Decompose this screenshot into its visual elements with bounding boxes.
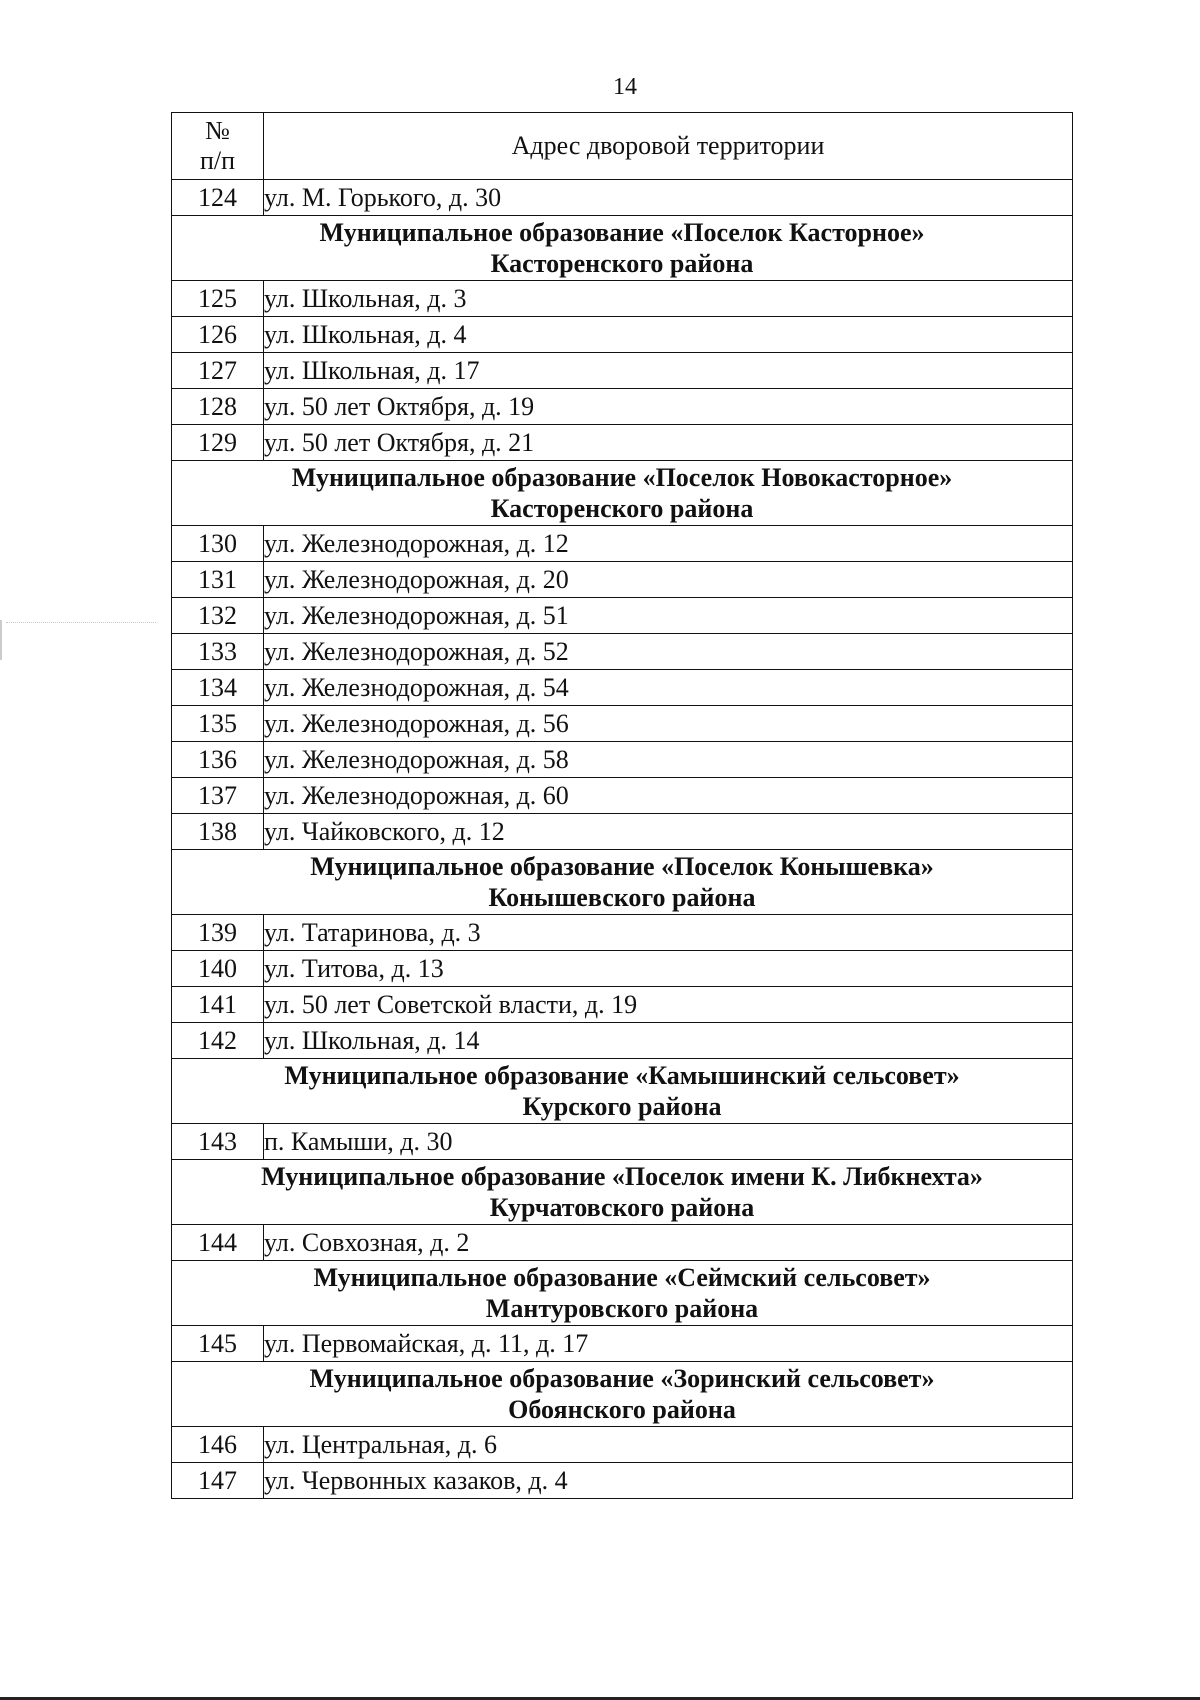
row-address: ул. Совхозная, д. 2 xyxy=(264,1225,1073,1261)
table-row xyxy=(172,526,1073,562)
row-address: ул. Червонных казаков, д. 4 xyxy=(264,1463,1073,1499)
row-address: ул. Железнодорожная, д. 12 xyxy=(264,526,1073,562)
row-address: ул. Железнодорожная, д. 20 xyxy=(264,562,1073,598)
row-address: ул. Татаринова, д. 3 xyxy=(264,915,1073,951)
section-header-row xyxy=(172,1160,1073,1225)
municipality-heading xyxy=(172,850,1073,915)
section-header-row xyxy=(172,461,1073,526)
table-row xyxy=(172,987,1073,1023)
row-number: 143 xyxy=(172,1124,264,1160)
row-address: ул. Железнодорожная, д. 56 xyxy=(264,706,1073,742)
row-address: ул. Железнодорожная, д. 60 xyxy=(264,778,1073,814)
row-number: 127 xyxy=(172,353,264,389)
row-number: 131 xyxy=(172,562,264,598)
page-number: 14 xyxy=(613,74,637,100)
district-name: Мантуровского района xyxy=(485,1294,759,1323)
row-address: ул. Железнодорожная, д. 58 xyxy=(264,742,1073,778)
municipality-name: Муниципальное образование «Камышинский сельсовет» xyxy=(284,1061,960,1090)
row-number: 133 xyxy=(172,634,264,670)
table-row xyxy=(172,915,1073,951)
scan-artifact xyxy=(6,622,156,625)
section-header-row xyxy=(172,1362,1073,1427)
row-number: 147 xyxy=(172,1463,264,1499)
row-number: 126 xyxy=(172,317,264,353)
municipality-heading xyxy=(172,1261,1073,1326)
row-address: ул. Центральная, д. 6 xyxy=(264,1427,1073,1463)
table-row xyxy=(172,598,1073,634)
table-row xyxy=(172,425,1073,461)
row-address: ул. Первомайская, д. 11, д. 17 xyxy=(264,1326,1073,1362)
row-number: 132 xyxy=(172,598,264,634)
district-name: Касторенского района xyxy=(490,494,754,523)
row-number: 135 xyxy=(172,706,264,742)
row-number: 137 xyxy=(172,778,264,814)
row-address: ул. Школьная, д. 4 xyxy=(264,317,1073,353)
table-row xyxy=(172,1326,1073,1362)
section-header-row xyxy=(172,1059,1073,1124)
row-number: 144 xyxy=(172,1225,264,1261)
row-address: ул. Железнодорожная, д. 51 xyxy=(264,598,1073,634)
table-row xyxy=(172,1023,1073,1059)
table-row xyxy=(172,389,1073,425)
header-number-symbol: № xyxy=(205,116,230,145)
table-row xyxy=(172,670,1073,706)
table-row xyxy=(172,180,1073,216)
table-row xyxy=(172,317,1073,353)
row-number: 142 xyxy=(172,1023,264,1059)
row-address: п. Камыши, д. 30 xyxy=(264,1124,1073,1160)
section-header-row xyxy=(172,216,1073,281)
table-row xyxy=(172,1225,1073,1261)
district-name: Касторенского района xyxy=(490,249,754,278)
municipality-heading xyxy=(172,1059,1073,1124)
district-name: Конышевского района xyxy=(488,883,756,912)
row-number: 128 xyxy=(172,389,264,425)
municipality-name: Муниципальное образование «Сеймский сельсовет» xyxy=(313,1263,931,1292)
table-row xyxy=(172,281,1073,317)
municipality-heading xyxy=(172,216,1073,281)
row-number: 145 xyxy=(172,1326,264,1362)
row-number: 129 xyxy=(172,425,264,461)
table-body xyxy=(172,180,1073,1499)
row-address: ул. М. Горького, д. 30 xyxy=(264,180,1073,216)
municipality-heading xyxy=(172,1362,1073,1427)
table-row xyxy=(172,814,1073,850)
header-address-column: Адрес дворовой территории xyxy=(264,113,1073,180)
municipality-name: Муниципальное образование «Зоринский сельсовет» xyxy=(309,1364,935,1393)
row-address: ул. Школьная, д. 14 xyxy=(264,1023,1073,1059)
table-row xyxy=(172,951,1073,987)
table-row xyxy=(172,562,1073,598)
scan-edge-mark xyxy=(0,620,2,660)
table-row xyxy=(172,742,1073,778)
table-row xyxy=(172,1463,1073,1499)
table-row xyxy=(172,353,1073,389)
municipality-heading xyxy=(172,1160,1073,1225)
row-number: 140 xyxy=(172,951,264,987)
table-header xyxy=(172,113,1073,180)
row-address: ул. Железнодорожная, д. 54 xyxy=(264,670,1073,706)
row-address: ул. Железнодорожная, д. 52 xyxy=(264,634,1073,670)
row-address: ул. 50 лет Советской власти, д. 19 xyxy=(264,987,1073,1023)
row-address: ул. Чайковского, д. 12 xyxy=(264,814,1073,850)
row-address: ул. Титова, д. 13 xyxy=(264,951,1073,987)
row-number: 139 xyxy=(172,915,264,951)
table-row xyxy=(172,1427,1073,1463)
row-number: 125 xyxy=(172,281,264,317)
row-address: ул. 50 лет Октября, д. 19 xyxy=(264,389,1073,425)
row-address: ул. Школьная, д. 17 xyxy=(264,353,1073,389)
district-name: Обоянского района xyxy=(508,1395,736,1424)
row-number: 138 xyxy=(172,814,264,850)
municipality-name: Муниципальное образование «Поселок Конышевка» xyxy=(310,852,934,881)
table-row xyxy=(172,1124,1073,1160)
row-address: ул. Школьная, д. 3 xyxy=(264,281,1073,317)
municipality-name: Муниципальное образование «Поселок Касторное» xyxy=(319,218,925,247)
section-header-row xyxy=(172,850,1073,915)
municipality-heading xyxy=(172,461,1073,526)
row-number: 134 xyxy=(172,670,264,706)
row-number: 146 xyxy=(172,1427,264,1463)
municipality-name: Муниципальное образование «Поселок имени К. Либкнехта» xyxy=(261,1162,983,1191)
district-name: Курского района xyxy=(522,1092,722,1121)
header-number-abbrev: п/п xyxy=(199,146,236,175)
section-header-row xyxy=(172,1261,1073,1326)
row-number: 124 xyxy=(172,180,264,216)
address-table xyxy=(171,112,1073,1499)
row-number: 136 xyxy=(172,742,264,778)
row-number: 130 xyxy=(172,526,264,562)
table-row xyxy=(172,706,1073,742)
row-number: 141 xyxy=(172,987,264,1023)
district-name: Курчатовского района xyxy=(489,1193,755,1222)
table-row xyxy=(172,634,1073,670)
header-number-column xyxy=(172,113,264,180)
table-row xyxy=(172,778,1073,814)
row-address: ул. 50 лет Октября, д. 21 xyxy=(264,425,1073,461)
municipality-name: Муниципальное образование «Поселок Новокасторное» xyxy=(291,463,953,492)
